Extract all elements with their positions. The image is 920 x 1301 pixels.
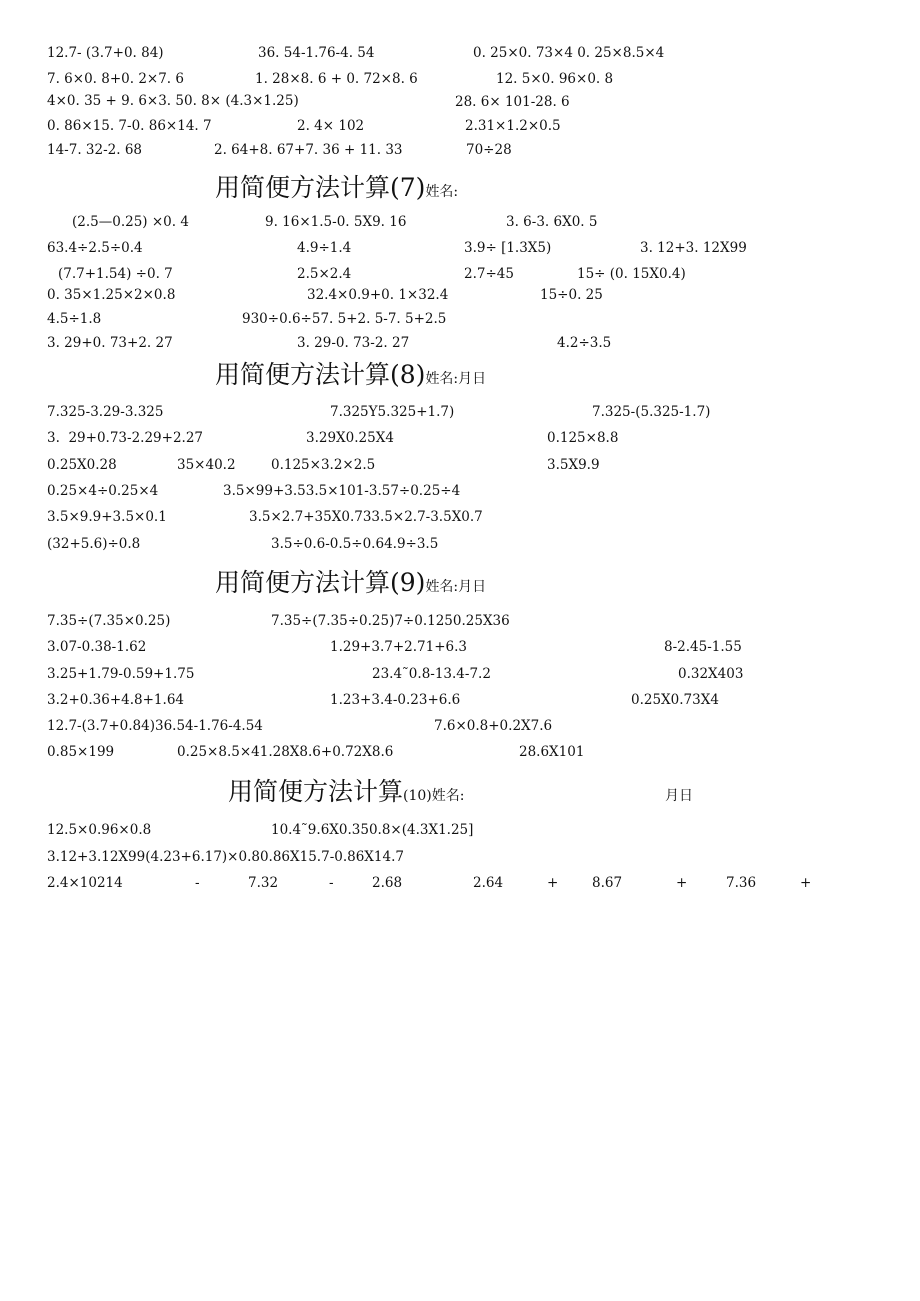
problem: 12. 5×0. 96×0. 8 <box>496 71 614 87</box>
problem: 7.325-(5.325-1.7) <box>592 404 711 420</box>
problem: 3.5÷0.6-0.5÷0.64.9÷3.5 <box>271 536 439 552</box>
problem: 0.125×8.8 <box>547 430 619 446</box>
problem: 0.25×4÷0.25×4 <box>47 483 159 499</box>
name-label: 姓名:月日 <box>425 371 487 387</box>
heading-number: (9) <box>390 568 426 597</box>
problem: 0.85×199 <box>47 744 115 760</box>
heading-title: 用简便方法计算 <box>215 360 391 389</box>
problem: 3.07-0.38-1.62 <box>47 639 147 655</box>
problem: 3.5×2.7+35X0.733.5×2.7-3.5X0.7 <box>249 509 483 525</box>
heading-number: (8) <box>390 360 426 389</box>
problem: 70÷28 <box>466 142 512 158</box>
problem: 2.7÷45 <box>464 266 514 282</box>
problem: 0. 86×15. 7-0. 86×14. 7 <box>47 118 212 134</box>
problem: 2.68 <box>372 875 403 891</box>
problem: 7.325-3.29-3.325 <box>47 404 164 420</box>
problem: 0.32X403 <box>678 666 744 682</box>
problem: 4.2÷3.5 <box>557 335 612 351</box>
problem: 36. 54-1.76-4. 54 <box>258 45 375 61</box>
problem: 4.9÷1.4 <box>297 240 352 256</box>
problem: 3. 29+0.73-2.29+2.27 <box>47 430 204 446</box>
problem: 2. 64+8. 67+7. 36 + 11. 33 <box>214 142 403 158</box>
problem: 7.35÷(7.35×0.25) <box>47 613 171 629</box>
problem: 15÷0. 25 <box>540 287 603 303</box>
heading-title: 用简便方法计算 <box>228 777 404 806</box>
section-heading <box>228 779 464 804</box>
problem: 10.4˜9.6X0.350.8×(4.3X1.25] <box>271 822 474 838</box>
operator: + <box>800 875 812 891</box>
problem: 0. 25×0. 73×4 0. 25×8.5×4 <box>473 45 665 61</box>
problem: 2.64 <box>473 875 504 891</box>
problem: 3.25+1.79-0.59+1.75 <box>47 666 195 682</box>
problem: 32.4×0.9+0. 1×32.4 <box>307 287 449 303</box>
problem: 15÷ (0. 15X0.4) <box>577 266 686 282</box>
problem: 1.23+3.4-0.23+6.6 <box>330 692 461 708</box>
section-heading <box>215 570 486 595</box>
problem: 3. 6-3. 6X0. 5 <box>506 214 598 230</box>
problem: 3.5×9.9+3.5×0.1 <box>47 509 167 525</box>
problem: 2.31×1.2×0.5 <box>465 118 561 134</box>
problem: 1. 28×8. 6 + 0. 72×8. 6 <box>255 71 418 87</box>
heading-number: (10) <box>403 788 432 804</box>
operator: + <box>547 875 559 891</box>
operator: + <box>676 875 688 891</box>
problem: 3.2+0.36+4.8+1.64 <box>47 692 184 708</box>
problem: 2.4×10214 <box>47 875 123 891</box>
problem: 4.5÷1.8 <box>47 311 102 327</box>
problem: 7.35÷(7.35÷0.25)7÷0.1250.25X36 <box>271 613 510 629</box>
problem: 14-7. 32-2. 68 <box>47 142 143 158</box>
section-heading <box>215 175 458 200</box>
problem: 0.25×8.5×41.28X8.6+0.72X8.6 <box>177 744 394 760</box>
problem: 3.12+3.12X99(4.23+6.17)×0.80.86X15.7-0.86X14.7 <box>47 849 404 865</box>
problem: 3. 12+3. 12X99 <box>640 240 747 256</box>
problem: 1.29+3.7+2.71+6.3 <box>330 639 467 655</box>
heading-number: (7) <box>390 173 426 202</box>
problem: 2. 4× 102 <box>297 118 365 134</box>
problem: 930÷0.6÷57. 5+2. 5-7. 5+2.5 <box>242 311 447 327</box>
problem: 23.4˜0.8-13.4-7.2 <box>372 666 491 682</box>
problem: (32+5.6)÷0.8 <box>47 536 141 552</box>
problem: 7.6×0.8+0.2X7.6 <box>434 718 553 734</box>
problem: 3.5×99+3.53.5×101-3.57÷0.25÷4 <box>223 483 461 499</box>
problem: 0.25X0.73X4 <box>631 692 719 708</box>
problem: 3. 29+0. 73+2. 27 <box>47 335 173 351</box>
problem: 3.9÷ [1.3X5) <box>464 240 552 256</box>
name-label: 姓名: <box>431 788 465 804</box>
problem: 12.5×0.96×0.8 <box>47 822 152 838</box>
name-label: 姓名:月日 <box>425 579 487 595</box>
problem: 28. 6× 101-28. 6 <box>455 94 570 110</box>
problem: (2.5—0.25) ×0. 4 <box>72 214 189 230</box>
problem: 8-2.45-1.55 <box>664 639 742 655</box>
problem: 0.125×3.2×2.5 <box>271 457 376 473</box>
problem: 7.32 <box>248 875 279 891</box>
problem: 4×0. 35 + 9. 6×3. 50. 8× (4.3×1.25) <box>47 93 299 109</box>
heading-title: 用简便方法计算 <box>215 568 391 597</box>
problem: 35×40.2 <box>177 457 236 473</box>
problem: 12.7- (3.7+0. 84) <box>47 45 164 61</box>
problem: 7.36 <box>726 875 757 891</box>
problem: 7. 6×0. 8+0. 2×7. 6 <box>47 71 184 87</box>
problem: 2.5×2.4 <box>297 266 352 282</box>
problem: 3.5X9.9 <box>547 457 600 473</box>
date-label: 月日 <box>665 788 693 804</box>
problem: 0.25X0.28 <box>47 457 117 473</box>
problem: 9. 16×1.5-0. 5X9. 16 <box>265 214 407 230</box>
problem: 0. 35×1.25×2×0.8 <box>47 287 176 303</box>
section-heading <box>215 362 486 387</box>
problem: 8.67 <box>592 875 623 891</box>
operator: - <box>195 875 200 891</box>
operator: - <box>329 875 334 891</box>
problem: 7.325Y5.325+1.7) <box>330 404 455 420</box>
problem: (7.7+1.54) ÷0. 7 <box>58 266 173 282</box>
problem: 3. 29-0. 73-2. 27 <box>297 335 410 351</box>
problem: 28.6X101 <box>519 744 585 760</box>
name-label: 姓名: <box>425 184 459 200</box>
problem: 12.7-(3.7+0.84)36.54-1.76-4.54 <box>47 718 263 734</box>
heading-title: 用简便方法计算 <box>215 173 391 202</box>
problem: 63.4÷2.5÷0.4 <box>47 240 143 256</box>
problem: 3.29X0.25X4 <box>306 430 394 446</box>
